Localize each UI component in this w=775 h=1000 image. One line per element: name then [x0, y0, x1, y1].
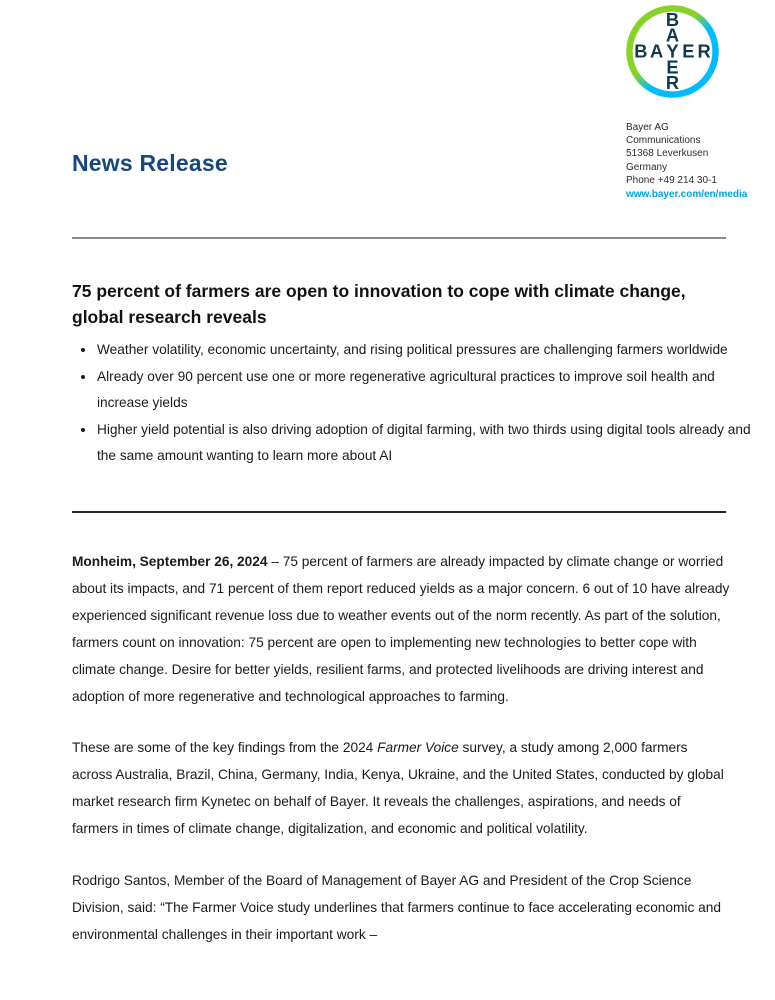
paragraph-survey [72, 735, 730, 843]
headline: 75 percent of farmers are open to innovation to cope with climate change, global research reveals [72, 280, 686, 327]
logo-letter-v-e: E [666, 56, 679, 78]
logo-letter-v-r: R [665, 72, 680, 94]
key-finding-item: • Higher yield potential is also driving adoption of digital farming, with two thirds using digital tools already and the same amount wanting to learn more about AI [96, 417, 751, 470]
contact-company: Bayer AG [626, 122, 669, 133]
header-divider [72, 237, 726, 239]
logo-letter-v-a: A [665, 24, 680, 46]
paragraph-text: survey, a study among 2,000 farmers across Australia, Brazil, China, Germany, India, Kenya, Ukraine, and the United States, conducted by global market research firm Kynetec on behalf of Bayer. It reveals the challenges, aspirations, and needs of farmers in times of climate change, digitalization, and economic and political volatility. [72, 740, 724, 837]
contact-postal: 51368 Leverkusen [626, 148, 709, 160]
survey-name: Farmer Voice [377, 740, 459, 756]
contact-department: Communications [626, 135, 701, 147]
document-type-heading: News Release [72, 150, 228, 176]
key-finding-item: • Weather volatility, economic uncertainty, and rising political pressures are challenging farmers worldwide [96, 337, 751, 364]
contact-block [626, 121, 747, 201]
logo-letter-h-y: Y [666, 40, 679, 62]
paragraph-text: – 75 percent of farmers are already impacted by climate change or worried about its impacts, and 71 percent of them report reduced yields as a major concern. 6 out of 10 have already experienced significant revenue loss due to weather events out of the norm recently. As part of the solution, farmers count on innovation: 75 percent are open to implementing new technologies to better cope with climate change. Desire for better yields, resilient farms, and protected livelihoods are driving interest and adoption of more regenerative and technological approaches to farming. [72, 554, 730, 704]
paragraph-text: Rodrigo Santos, Member of the Board of Management of Bayer AG and President of the Crop Science Division, said: “The Farmer Voice study underlines that farmers continue to face accelerating economic and environmental challenges in their important work – [72, 873, 721, 942]
dateline: Monheim, September 26, 2024 [72, 554, 268, 569]
logo-letter-v-b: B [665, 8, 680, 30]
article-body [72, 549, 730, 974]
logo-letter-h-a: A [650, 40, 664, 62]
paragraph-dateline [72, 549, 730, 710]
key-finding-item: • Already over 90 percent use one or more regenerative agricultural practices to improve soil health and increase yields [96, 364, 751, 417]
logo-letter-h-b: B [634, 40, 648, 62]
contact-phone: Phone +49 214 30-1 [626, 174, 717, 186]
media-website-link[interactable]: www.bayer.com/en/media [626, 189, 748, 201]
paragraph-text: These are some of the key findings from the 2024 [72, 740, 378, 756]
key-findings-list [72, 337, 751, 470]
contact-country: Germany [626, 161, 668, 173]
section-divider [72, 511, 726, 513]
logo-letter-h-r: R [697, 40, 711, 62]
logo-letter-h-e: E [682, 40, 695, 62]
paragraph-quote [72, 868, 730, 949]
bayer-cross-logo [625, 4, 720, 99]
